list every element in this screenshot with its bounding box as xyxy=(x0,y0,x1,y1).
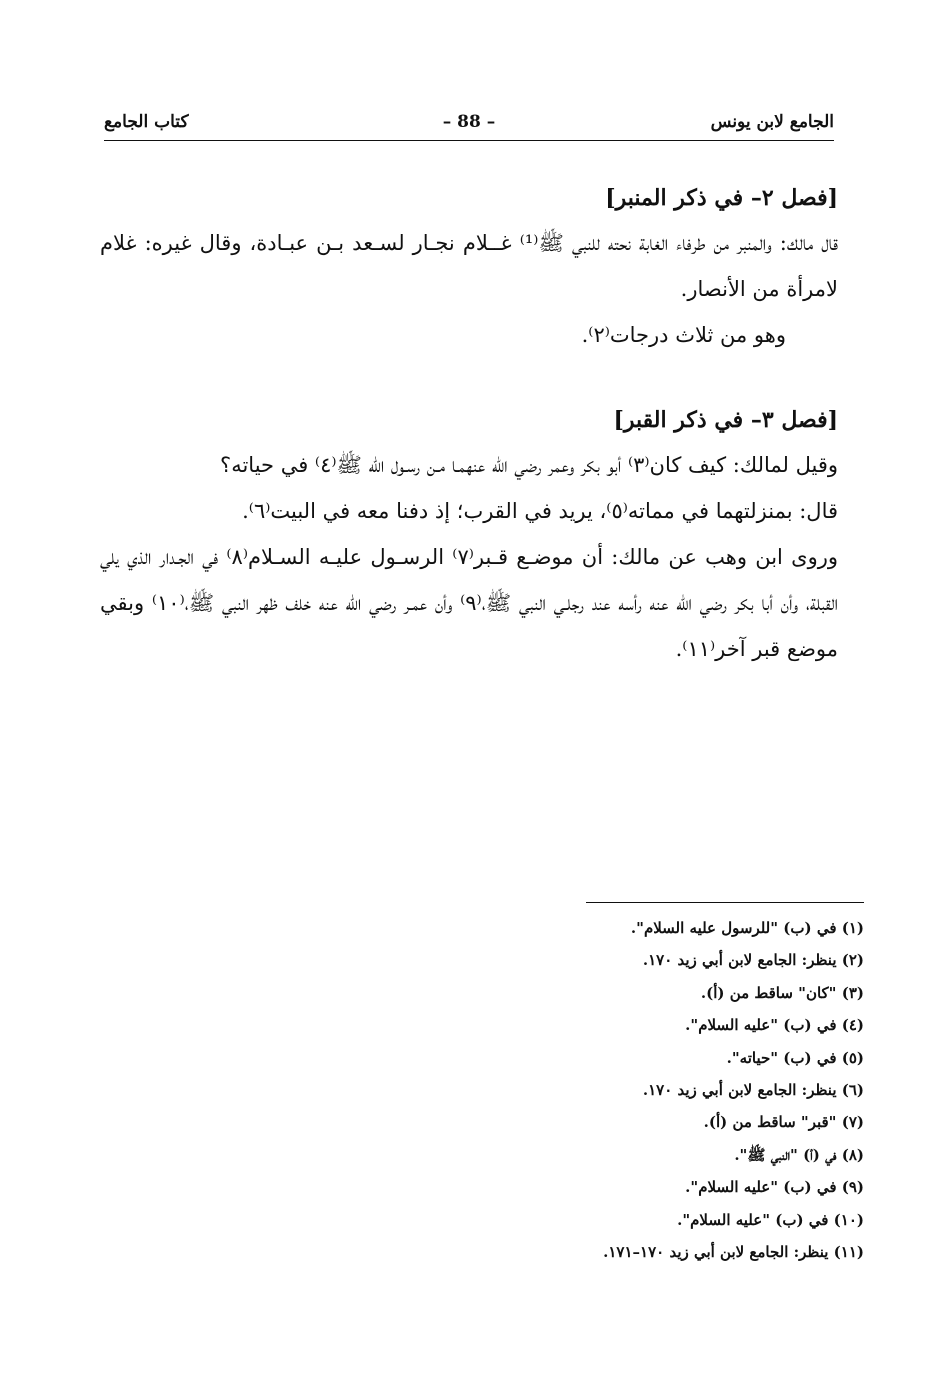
book-title: الجامع لابن يونس xyxy=(710,112,834,132)
footnote: (٤) في (ب) "عليه السلام". xyxy=(685,1016,864,1035)
footnote: (٦) ينظر: الجامع لابن أبي زيد ١٧٠. xyxy=(642,1081,864,1100)
paragraph: وروى ابن وهب عن مالك: أن موضـع قـبر⁽٧⁾ الرسـول عليـه السـلام⁽٨⁾ في الجـدار الذي يلي القبلة، وأن أبا بكر رضي الله عنه رأسه عند رجلـي النبي ﷺ،⁽٩⁾ وأن عمـر رضي الله عنه خلف ظهر النبي ﷺ،⁽١٠⁾ وبقي موضع قبر آخر⁽١١⁾. xyxy=(100,545,838,661)
chapter-title: كتاب الجامع xyxy=(104,112,189,132)
page-number: – 88 – xyxy=(442,112,496,132)
paragraph: قال: بمنزلتهما في مماته⁽٥⁾، يريد في القرب؛ إذ دفنا معه في البيت⁽٦⁾. xyxy=(242,499,838,523)
footnote: (٥) في (ب) "حياته". xyxy=(726,1048,864,1067)
footnote: (١٠) في (ب) "عليه السلام". xyxy=(677,1210,864,1229)
footnote-divider xyxy=(586,902,864,903)
footnote: (٢) ينظر: الجامع لابن أبي زيد ١٧٠. xyxy=(642,951,864,970)
footnote: (٩) في (ب) "عليه السلام". xyxy=(685,1178,864,1197)
footnote: (١) في (ب) "للرسول عليه السلام". xyxy=(630,919,864,937)
section-title-qabr: [فصل ٣– في ذكر القبر] xyxy=(613,407,838,433)
paragraph: قال مالك: والمنبر من طرفاء الغابة نحته للنبي ﷺ⁽¹⁾ غــلام نجـار لسـعد بـن عبـادة، وقال غيره: غلام لامرأة من الأنصار. xyxy=(100,231,839,301)
footnote: (١١) ينظر: الجامع لابن أبي زيد ١٧٠–١٧١. xyxy=(603,1243,864,1262)
running-header xyxy=(104,112,834,140)
footnote: (٨) في (أ) "النبي ﷺ". xyxy=(734,1145,864,1164)
footnote: (٣) "كان" ساقط من (أ). xyxy=(700,983,864,1002)
paragraph: وقيل لمالك: كيف كان⁽٣⁾ أبو بكر وعمر رضي الله عنهمـا مـن رسـول الله ﷺ⁽٤⁾ في حياته؟ xyxy=(220,453,838,477)
paragraph: وهو من ثلاث درجات⁽٢⁾. xyxy=(581,323,786,347)
section-gap xyxy=(100,358,838,398)
section-title-minbar: [فصل ٢– في ذكر المنبر] xyxy=(605,185,838,211)
header-divider xyxy=(104,140,834,141)
footnotes-list xyxy=(164,912,864,1268)
footnote: (٧) "قبر" ساقط من (أ). xyxy=(703,1113,864,1132)
main-text xyxy=(100,176,838,672)
